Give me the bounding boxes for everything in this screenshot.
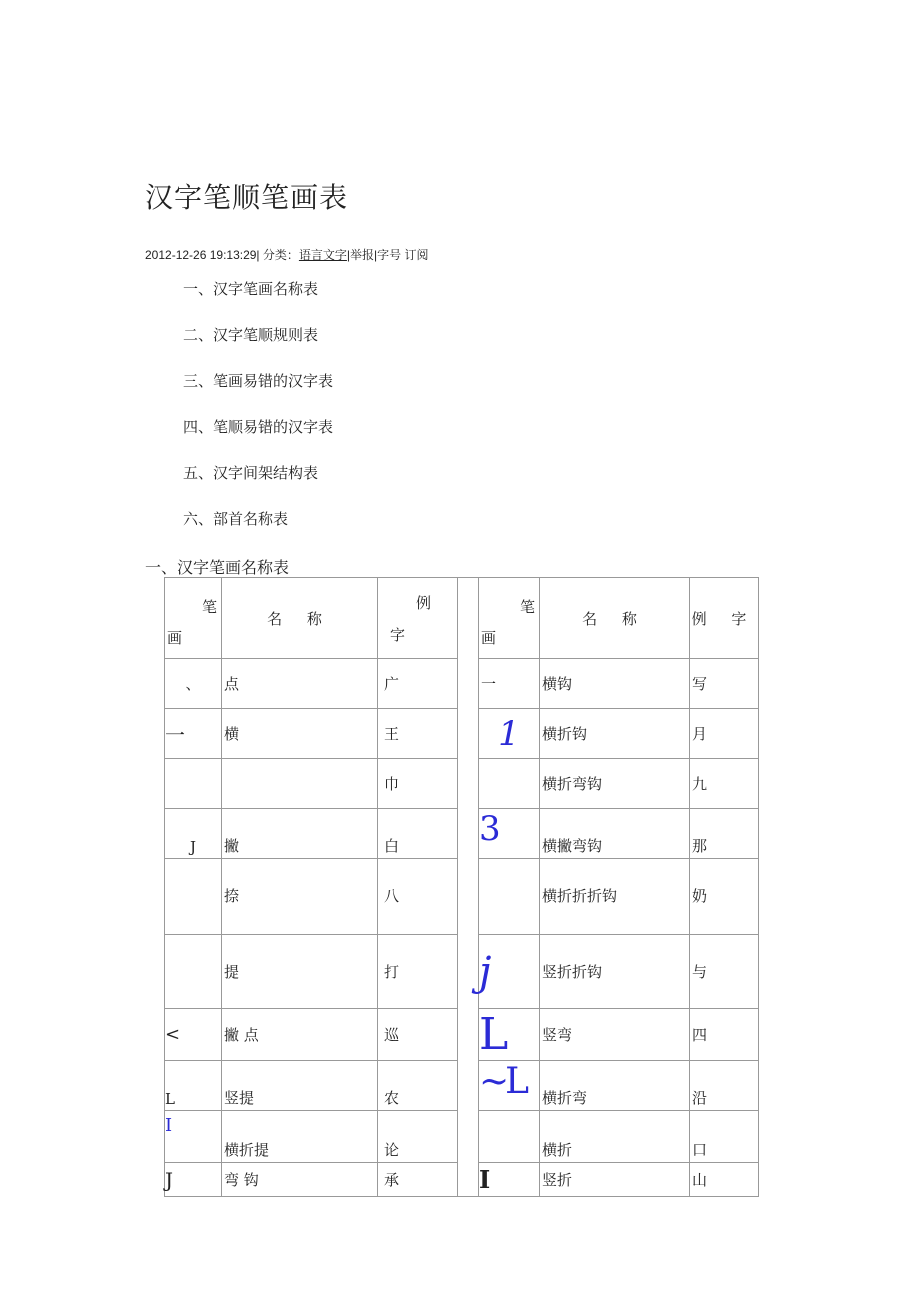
stroke-glyph: L — [479, 1009, 540, 1061]
stroke-glyph: 一 — [479, 659, 540, 709]
category-link[interactable]: 语言文字 — [298, 248, 347, 262]
stroke-name-table — [164, 577, 759, 1197]
stroke-glyph — [165, 759, 222, 809]
example-char: 沿 — [690, 1061, 759, 1111]
example-char: 九 — [690, 759, 759, 809]
stroke-glyph — [479, 859, 540, 935]
table-header-row — [165, 578, 759, 659]
toc-item: 五、汉字间架结构表 — [183, 464, 319, 482]
toc-item: 二、汉字笔顺规则表 — [183, 326, 319, 344]
subscribe-link[interactable]: 订阅 — [404, 248, 429, 262]
example-char: 山 — [690, 1163, 759, 1197]
stroke-glyph — [479, 1111, 540, 1163]
example-char: 农 — [378, 1061, 458, 1111]
header-example: 例 字 — [378, 578, 458, 659]
example-char: 白 — [378, 809, 458, 859]
example-char: 八 — [378, 859, 458, 935]
stroke-name: 竖弯 — [540, 1009, 690, 1061]
stroke-glyph: 3 — [479, 809, 540, 859]
stroke-name: 横折提 — [222, 1111, 378, 1163]
stroke-glyph: J — [165, 1163, 222, 1197]
stroke-glyph — [479, 759, 540, 809]
stroke-glyph: 一 — [165, 709, 222, 759]
stroke-glyph: J — [165, 809, 222, 859]
example-char: 打 — [378, 935, 458, 1009]
stroke-glyph: ~L — [479, 1061, 540, 1111]
toc-item: 一、汉字笔画名称表 — [183, 280, 319, 298]
category-label: 分类： — [262, 248, 299, 262]
stroke-name: 竖折 — [540, 1163, 690, 1197]
toc-item: 四、笔顺易错的汉字表 — [183, 418, 334, 436]
header-stroke-2: 笔 画 — [479, 578, 540, 659]
post-datetime: 2012-12-26 19:13:29| — [145, 248, 260, 262]
stroke-name: 撇 点 — [222, 1009, 378, 1061]
table-of-contents — [183, 278, 333, 554]
stroke-name: 竖折折钩 — [540, 935, 690, 1009]
meta-actions[interactable]: |举报|字号 — [346, 248, 402, 262]
example-char: 口 — [690, 1111, 759, 1163]
post-meta — [145, 246, 429, 263]
section-heading: 一、汉字笔画名称表 — [145, 558, 290, 577]
header-example-2: 例 字 — [690, 578, 759, 659]
stroke-name: 横钩 — [540, 659, 690, 709]
stroke-glyph — [165, 859, 222, 935]
stroke-name: 横折钩 — [540, 709, 690, 759]
stroke-name: 横折折折钩 — [540, 859, 690, 935]
stroke-name: 横 — [222, 709, 378, 759]
stroke-name: 竖提 — [222, 1061, 378, 1111]
stroke-name: 提 — [222, 935, 378, 1009]
example-char: 王 — [378, 709, 458, 759]
example-char: 广 — [378, 659, 458, 709]
stroke-name: 弯 钩 — [222, 1163, 378, 1197]
stroke-name — [222, 759, 378, 809]
stroke-glyph: < — [165, 1009, 222, 1061]
example-char: 论 — [378, 1111, 458, 1163]
stroke-name: 横折 — [540, 1111, 690, 1163]
toc-item: 三、笔画易错的汉字表 — [183, 372, 334, 390]
stroke-glyph: 、 — [165, 659, 222, 709]
example-char: 奶 — [690, 859, 759, 935]
stroke-glyph: I — [165, 1111, 222, 1163]
stroke-glyph — [165, 935, 222, 1009]
stroke-glyph: j — [479, 935, 540, 1009]
example-char: 那 — [690, 809, 759, 859]
header-stroke: 笔 画 — [165, 578, 222, 659]
header-name-2: 名 称 — [540, 578, 690, 659]
stroke-glyph: 1 — [479, 709, 540, 759]
stroke-name: 横折弯 — [540, 1061, 690, 1111]
stroke-name: 横撇弯钩 — [540, 809, 690, 859]
column-gap — [458, 578, 479, 1197]
example-char: 承 — [378, 1163, 458, 1197]
example-char: 巾 — [378, 759, 458, 809]
example-char: 与 — [690, 935, 759, 1009]
stroke-name: 撇 — [222, 809, 378, 859]
example-char: 写 — [690, 659, 759, 709]
stroke-name: 捺 — [222, 859, 378, 935]
stroke-name: 横折弯钩 — [540, 759, 690, 809]
stroke-name: 点 — [222, 659, 378, 709]
stroke-glyph: I — [479, 1163, 540, 1197]
header-name: 名 称 — [222, 578, 378, 659]
example-char: 四 — [690, 1009, 759, 1061]
stroke-glyph: L — [165, 1061, 222, 1111]
toc-item: 六、部首名称表 — [183, 510, 289, 528]
example-char: 月 — [690, 709, 759, 759]
page-title: 汉字笔顺笔画表 — [145, 181, 349, 214]
example-char: 巡 — [378, 1009, 458, 1061]
